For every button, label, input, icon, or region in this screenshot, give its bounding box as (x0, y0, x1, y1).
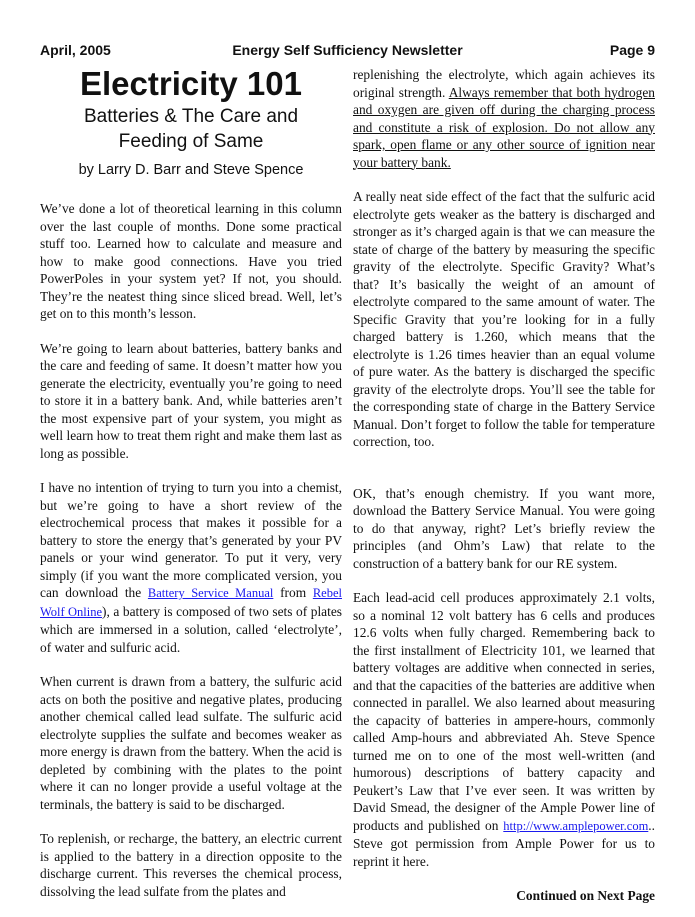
paragraph (353, 66, 655, 171)
paragraph: We’ve done a lot of theoretical learning in this column over the last couple of months. Done some practical stuff too. Learned how to calculate and measure and how to make good connections. Have you tried PowerPoles in your system yet? If not, you should. They’re the neatest thing since sliced bread. Well, let’s get on to this month’s lesson. (40, 201, 342, 321)
left-column (40, 66, 342, 917)
article-subtitle-line-2: Feeding of Same (118, 131, 264, 152)
article-subtitle-line-1: Batteries & The Care and (83, 106, 299, 127)
right-column (353, 66, 655, 905)
paragraph: A really neat side effect of the fact that the sulfuric acid electrolyte gets weaker as the battery is discharged and stronger as it’s charged again is that we can measure the state of charge of the battery by measuring the specific gravity of the electrolyte. Specific Gravity? What’s that? It’s basically the weight of an amount of electrolyte compared to the same amount of water. The Specific Gravity that you’re looking for in a fully charged battery is 1.260, which means that the electrolyte is 1.26 times heavier than an equal volume of pure water. As the battery is discharged the specific gravity of the electrolyte drops. You’ll see the table for the corresponding state of charge in the Battery Service Manual. Don’t forget to follow the table for temperature correction, too. (353, 189, 655, 449)
paragraph-text: replenishing the electrolyte, which again achieves its original strength. (353, 67, 655, 100)
paragraph: When current is drawn from a battery, the sulfuric acid acts on both the positive and negative plates, producing another chemical called lead sulfate. The sulfuric acid electrolyte supplies the sulfate and becomes weaker as more energy is drawn from the battery. When the acid is depleted by combining with the plates to the point where it can no longer provide a useful voltage at the terminals, the battery is said to be discharged. (40, 674, 342, 812)
article-heading (40, 66, 342, 180)
paragraph (353, 589, 655, 870)
page-number: Page 9 (609, 42, 655, 58)
issue-date: April, 2005 (40, 42, 111, 58)
paragraph (40, 479, 342, 656)
rebel-wolf-online-link[interactable]: Rebel Wolf Online (40, 586, 342, 619)
paragraph-text: Each lead-acid cell produces approximately 2.1 volts, so a nominal 12 volt battery has 6 cells and produces 12.6 volts when fully charged. Remembering back to the first installment of Electricity 101, we learned that battery voltages are additive when connected in series, and that the capacities of the batteries are additive when connected in parallel. We also learned about measuring the capacity of batteries in ampere-hours, commonly called Amp-hours and abbreviated Ah. Steve Spence turned me on to one of the most well-written (and humorous) descriptions of battery capacity and Peukert’s Law that I’ve ever seen. It was written by David Smead, the designer of the Ample Power line of products and published on (353, 590, 655, 833)
paragraph-text: I have no intention of trying to turn you into a chemist, but we’re going to have a short review of the electrochemical process that makes it possible for a battery to store the energy that’s generated by your PV panels or your wind generator. To put it very, very simply (if you want the more complicated version, you can download the (40, 480, 342, 600)
amplepower-link[interactable]: http://www.amplepower.com (503, 818, 649, 833)
battery-service-manual-link[interactable]: Battery Service Manual (147, 586, 274, 600)
newsletter-name: Energy Self Sufficiency Newsletter (232, 42, 463, 58)
article-title: Electricity 101 (80, 65, 302, 102)
paragraph-text: from (273, 585, 313, 600)
paragraph-text: ), a battery is composed of two sets of plates which are immersed in a solution, called ‘electrolyte’, of water and sulfuric acid. (40, 603, 342, 655)
safety-warning: Always remember that both hydrogen and oxygen are given off during the charging process and constitute a risk of explosion. Do not allow any spark, open flame or any other source of ignition near your battery bank. (353, 84, 655, 170)
page-header (40, 42, 655, 60)
paragraph: To replenish, or recharge, the battery, an electric current is applied to the battery in a direction opposite to the discharge current. This reverses the chemical process, dissolving the lead sulfate from the plates and (40, 831, 342, 899)
paragraph-text: .. Steve got permission from Ample Power for us to reprint it here. (353, 817, 655, 869)
article-byline: by Larry D. Barr and Steve Spence (78, 162, 304, 178)
continued-on-next-page: Continued on Next Page (516, 888, 655, 903)
paragraph: OK, that’s enough chemistry. If you want more, download the Battery Service Manual. You were going to do that anyway, right? Let’s briefly review the principles (and Ohm’s Law) that relate to the construction of a battery bank for our RE system. (353, 485, 655, 571)
paragraph: We’re going to learn about batteries, battery banks and the care and feeding of same. It doesn’t matter how you generate the electricity, eventually you’re going to need to store it in a battery bank. And, while batteries aren’t the most expensive part of your system, you might as well learn how to treat them right and make them last as long as possible. (40, 340, 342, 461)
